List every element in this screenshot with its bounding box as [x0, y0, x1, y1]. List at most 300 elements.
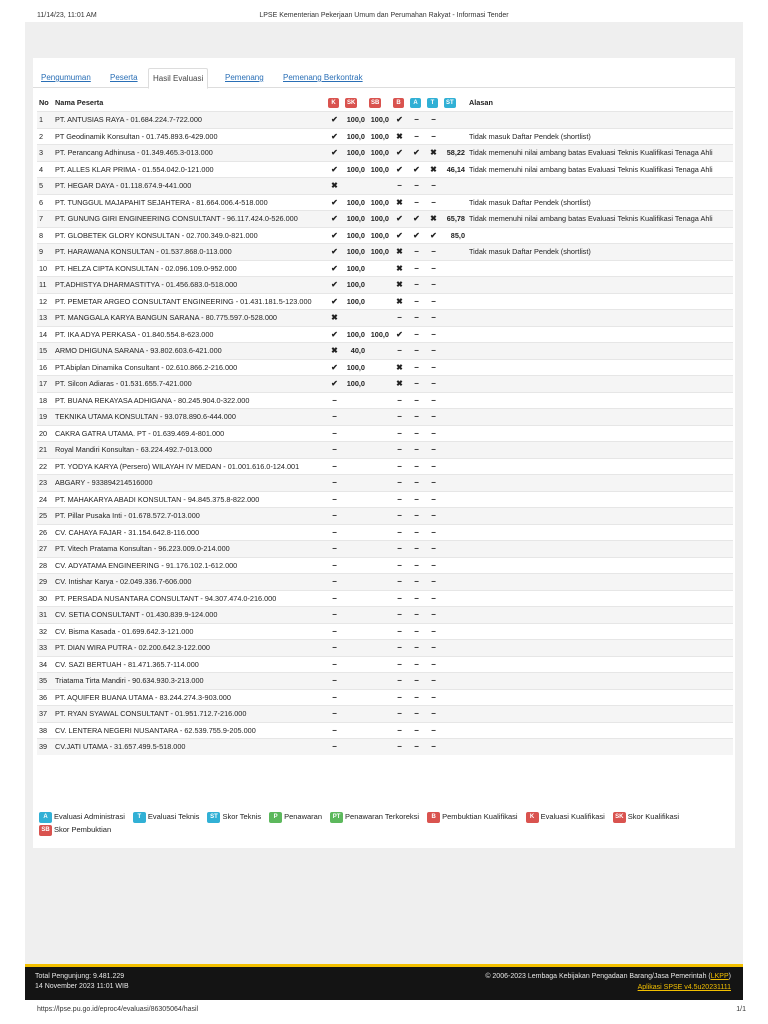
cell-sb [367, 178, 391, 195]
cell-k: ✔ [326, 145, 343, 162]
cell-sk [343, 491, 367, 508]
legend-label: Evaluasi Teknis [147, 812, 200, 821]
cell-t: − [425, 706, 442, 723]
cell-k: ✔ [326, 277, 343, 294]
cell-b: − [391, 491, 408, 508]
legend [39, 810, 733, 836]
cell-no: 7 [37, 211, 53, 228]
cell-no: 32 [37, 623, 53, 640]
cell-b: ✔ [391, 211, 408, 228]
cell-sb [367, 409, 391, 426]
cell-reason [467, 491, 733, 508]
cell-sb [367, 640, 391, 657]
cell-participant-name: PT Geodinamik Konsultan - 01.745.893.6-429.000 [53, 128, 326, 145]
table-row [37, 343, 733, 360]
cell-participant-name: PT. MAHAKARYA ABADI KONSULTAN - 94.845.375.8-822.000 [53, 491, 326, 508]
cell-b: − [391, 475, 408, 492]
cell-st [442, 392, 467, 409]
cell-st: 65,78 [442, 211, 467, 228]
legend-item [133, 810, 200, 823]
cell-participant-name: CV. Intishar Karya - 02.049.336.7-606.000 [53, 574, 326, 591]
cell-b: − [391, 310, 408, 327]
cell-sb [367, 392, 391, 409]
cell-participant-name: PT. PERSADA NUSANTARA CONSULTANT - 94.307.474.0-216.000 [53, 590, 326, 607]
cell-sb [367, 557, 391, 574]
cell-st [442, 343, 467, 360]
cell-sk: 100,0 [343, 277, 367, 294]
cell-st [442, 524, 467, 541]
cell-no: 5 [37, 178, 53, 195]
legend-badge: SK [613, 812, 626, 823]
legend-item [613, 810, 679, 823]
cell-b: ✔ [391, 112, 408, 129]
cell-st [442, 277, 467, 294]
col-header-name: Nama Peserta [55, 97, 104, 107]
badge-st: ST [446, 100, 454, 106]
cell-k: ✖ [326, 310, 343, 327]
col-header-reason: Alasan [469, 97, 493, 107]
cell-t: − [425, 128, 442, 145]
cell-k: − [326, 623, 343, 640]
cell-sk: 100,0 [343, 128, 367, 145]
cell-sk: 100,0 [343, 211, 367, 228]
cell-no: 28 [37, 557, 53, 574]
cell-reason: Tidak masuk Daftar Pendek (shortlist) [467, 194, 733, 211]
cell-sk [343, 475, 367, 492]
table-row [37, 326, 733, 343]
cell-participant-name: PT. TUNGGUL MAJAPAHIT SEJAHTERA - 81.664.006.4-518.000 [53, 194, 326, 211]
lkpp-link[interactable]: LKPP [710, 973, 729, 980]
cell-participant-name: PT. MANGGALA KARYA BANGUN SARANA - 80.775.597.0-528.000 [53, 310, 326, 327]
cell-sk [343, 607, 367, 624]
tab-pemenang[interactable]: Pemenang [225, 73, 264, 82]
table-row [37, 409, 733, 426]
legend-item [427, 810, 517, 823]
cell-st [442, 425, 467, 442]
cell-participant-name: PT.ADHISTYA DHARMASTITYA - 01.456.683.0-518.000 [53, 277, 326, 294]
cell-a: − [408, 442, 425, 459]
cell-sk [343, 656, 367, 673]
cell-b: − [391, 508, 408, 525]
cell-b: ✖ [391, 376, 408, 393]
cell-a: − [408, 359, 425, 376]
cell-st [442, 310, 467, 327]
cell-participant-name: PT. PEMETAR ARGEO CONSULTANT ENGINEERING - 01.431.181.5-123.000 [53, 293, 326, 310]
cell-st [442, 623, 467, 640]
cell-st [442, 475, 467, 492]
cell-sk: 100,0 [343, 145, 367, 162]
table-row [37, 706, 733, 723]
cell-k: − [326, 491, 343, 508]
cell-t: − [425, 541, 442, 558]
copyright [485, 973, 731, 980]
cell-b: − [391, 425, 408, 442]
cell-participant-name: PT. HARAWANA KONSULTAN - 01.537.868.0-113.000 [53, 244, 326, 261]
cell-b: − [391, 343, 408, 360]
cell-reason [467, 260, 733, 277]
cell-participant-name: PT. AQUIFER BUANA UTAMA - 83.244.274.3-903.000 [53, 689, 326, 706]
cell-reason [467, 458, 733, 475]
legend-badge: SB [39, 825, 52, 836]
cell-participant-name: PT. GLOBETEK GLORY KONSULTAN - 02.700.349.0-821.000 [53, 227, 326, 244]
cell-b: − [391, 524, 408, 541]
table-row [37, 640, 733, 657]
cell-st [442, 458, 467, 475]
cell-reason [467, 557, 733, 574]
cell-b: − [391, 640, 408, 657]
table-row [37, 623, 733, 640]
cell-sk: 100,0 [343, 376, 367, 393]
table-row [37, 722, 733, 739]
cell-reason: Tidak masuk Daftar Pendek (shortlist) [467, 244, 733, 261]
cell-k: − [326, 590, 343, 607]
cell-reason: Tidak masuk Daftar Pendek (shortlist) [467, 128, 733, 145]
cell-no: 19 [37, 409, 53, 426]
col-header-k [326, 94, 343, 112]
cell-no: 21 [37, 442, 53, 459]
cell-no: 23 [37, 475, 53, 492]
cell-k: − [326, 442, 343, 459]
cell-participant-name: CV.JATI UTAMA - 31.657.499.5-518.000 [53, 739, 326, 755]
legend-badge: T [133, 812, 146, 823]
cell-reason [467, 343, 733, 360]
cell-st: 58,22 [442, 145, 467, 162]
cell-no: 39 [37, 739, 53, 755]
cell-participant-name: CV. SAZI BERTUAH - 81.471.365.7-114.000 [53, 656, 326, 673]
cell-b: ✖ [391, 359, 408, 376]
legend-label: Penawaran [284, 812, 323, 821]
tab-hasil-evaluasi[interactable]: Hasil Evaluasi [148, 68, 208, 89]
badge-b: B [393, 98, 404, 108]
cell-sb [367, 607, 391, 624]
tab-pengumuman[interactable]: Pengumuman [41, 73, 91, 82]
cell-b: − [391, 706, 408, 723]
cell-sk [343, 722, 367, 739]
cell-b: − [391, 392, 408, 409]
cell-st [442, 442, 467, 459]
cell-a: − [408, 706, 425, 723]
cell-participant-name: PT. Pillar Pusaka Inti - 01.678.572.7-013.000 [53, 508, 326, 525]
cell-sb [367, 722, 391, 739]
table-row [37, 194, 733, 211]
cell-a: − [408, 673, 425, 690]
cell-sb [367, 293, 391, 310]
cell-st [442, 326, 467, 343]
cell-b: − [391, 557, 408, 574]
cell-t: ✖ [425, 145, 442, 162]
table-row [37, 376, 733, 393]
table-row [37, 442, 733, 459]
cell-sb: 100,0 [367, 227, 391, 244]
cell-t: − [425, 739, 442, 755]
cell-t: − [425, 557, 442, 574]
cell-reason: Tidak memenuhi nilai ambang batas Evaluasi Teknis Kualifikasi Tenaga Ahli [467, 161, 733, 178]
cell-k: ✔ [326, 128, 343, 145]
cell-st [442, 706, 467, 723]
cell-b: ✖ [391, 194, 408, 211]
tender-tabs [33, 62, 735, 88]
cell-sb [367, 491, 391, 508]
cell-no: 26 [37, 524, 53, 541]
cell-b: − [391, 442, 408, 459]
cell-t: − [425, 722, 442, 739]
cell-sb [367, 508, 391, 525]
cell-st [442, 689, 467, 706]
app-version [638, 984, 731, 991]
cell-sb [367, 623, 391, 640]
print-title: LPSE Kementerian Pekerjaan Umum dan Perumahan Rakyat - Informasi Tender [259, 12, 509, 19]
cell-b: − [391, 178, 408, 195]
cell-reason [467, 607, 733, 624]
cell-participant-name: PT.Abiplan Dinamika Consultant - 02.610.866.2-216.000 [53, 359, 326, 376]
cell-reason [467, 689, 733, 706]
table-body [37, 112, 733, 755]
cell-st [442, 656, 467, 673]
cell-k: − [326, 524, 343, 541]
table-row [37, 392, 733, 409]
cell-k: − [326, 425, 343, 442]
cell-k: − [326, 673, 343, 690]
cell-k: ✔ [326, 376, 343, 393]
cell-participant-name: CV. LENTERA NEGERI NUSANTARA - 62.539.755.9-205.000 [53, 722, 326, 739]
cell-sk [343, 458, 367, 475]
cell-t: − [425, 178, 442, 195]
cell-participant-name: CV. Bisma Kasada - 01.699.642.3-121.000 [53, 623, 326, 640]
cell-no: 10 [37, 260, 53, 277]
cell-sb [367, 277, 391, 294]
cell-a: ✔ [408, 211, 425, 228]
cell-no: 29 [37, 574, 53, 591]
cell-sk [343, 310, 367, 327]
cell-a: − [408, 541, 425, 558]
cell-b: − [391, 607, 408, 624]
cell-b: ✔ [391, 326, 408, 343]
cell-t: − [425, 425, 442, 442]
cell-b: − [391, 722, 408, 739]
cell-participant-name: PT. DIAN WIRA PUTRA - 02.200.642.3-122.000 [53, 640, 326, 657]
tab-peserta[interactable]: Peserta [110, 73, 138, 82]
cell-a: − [408, 277, 425, 294]
col-header-b [391, 94, 408, 112]
cell-a: − [408, 491, 425, 508]
cell-t: − [425, 244, 442, 261]
cell-no: 25 [37, 508, 53, 525]
cell-b: − [391, 656, 408, 673]
cell-reason: Tidak memenuhi nilai ambang batas Evaluasi Teknis Kualifikasi Tenaga Ahli [467, 211, 733, 228]
cell-a: ✔ [408, 227, 425, 244]
cell-sk [343, 673, 367, 690]
cell-reason [467, 706, 733, 723]
cell-a: − [408, 409, 425, 426]
legend-label: Pembuktian Kualifikasi [442, 812, 518, 821]
cell-k: ✔ [326, 326, 343, 343]
cell-st [442, 722, 467, 739]
table-row [37, 524, 733, 541]
cell-participant-name: CV. CAHAYA FAJAR - 31.154.642.8-116.000 [53, 524, 326, 541]
cell-t: − [425, 359, 442, 376]
evaluation-results-table [37, 94, 733, 755]
cell-participant-name: TEKNIKA UTAMA KONSULTAN - 93.078.890.6-444.000 [53, 409, 326, 426]
cell-st [442, 409, 467, 426]
cell-no: 38 [37, 722, 53, 739]
table-row [37, 673, 733, 690]
cell-k: ✔ [326, 359, 343, 376]
cell-b: ✖ [391, 128, 408, 145]
cell-st: 46,14 [442, 161, 467, 178]
cell-no: 1 [37, 112, 53, 129]
cell-t: − [425, 689, 442, 706]
table-row [37, 425, 733, 442]
cell-st [442, 260, 467, 277]
cell-sk [343, 640, 367, 657]
legend-badge: K [526, 812, 539, 823]
cell-reason [467, 524, 733, 541]
cell-no: 11 [37, 277, 53, 294]
cell-st [442, 112, 467, 129]
cell-st [442, 557, 467, 574]
legend-badge: PT [330, 812, 343, 823]
cell-k: ✔ [326, 260, 343, 277]
cell-sk [343, 557, 367, 574]
cell-sb [367, 359, 391, 376]
cell-no: 18 [37, 392, 53, 409]
cell-b: ✔ [391, 227, 408, 244]
print-page-number: 1/1 [736, 1006, 746, 1013]
cell-k: ✔ [326, 211, 343, 228]
cell-no: 37 [37, 706, 53, 723]
cell-t: − [425, 343, 442, 360]
cell-b: ✖ [391, 277, 408, 294]
legend-label: Evaluasi Kualifikasi [540, 812, 605, 821]
cell-sb: 100,0 [367, 326, 391, 343]
cell-no: 6 [37, 194, 53, 211]
cell-reason: Tidak memenuhi nilai ambang batas Evaluasi Teknis Kualifikasi Tenaga Ahli [467, 145, 733, 162]
cell-t: − [425, 326, 442, 343]
cell-k: ✖ [326, 343, 343, 360]
cell-b: − [391, 574, 408, 591]
col-header-t [425, 94, 442, 112]
cell-reason [467, 656, 733, 673]
cell-sb [367, 442, 391, 459]
cell-a: − [408, 244, 425, 261]
cell-k: − [326, 458, 343, 475]
table-row [37, 656, 733, 673]
table-row [37, 227, 733, 244]
cell-a: − [408, 739, 425, 755]
cell-sb [367, 343, 391, 360]
cell-sk: 100,0 [343, 244, 367, 261]
cell-sk [343, 541, 367, 558]
cell-b: − [391, 689, 408, 706]
table-row [37, 458, 733, 475]
col-header-st [442, 94, 467, 112]
cell-sk [343, 623, 367, 640]
table-row [37, 310, 733, 327]
cell-no: 4 [37, 161, 53, 178]
site-footer [25, 964, 743, 1000]
cell-sb [367, 524, 391, 541]
badge-sk: SK [347, 100, 356, 106]
cell-no: 34 [37, 656, 53, 673]
cell-t: − [425, 508, 442, 525]
table-row [37, 491, 733, 508]
cell-participant-name: ABGARY - 933894214516000 [53, 475, 326, 492]
app-version-link[interactable]: Aplikasi SPSE v4.5u20231111 [637, 984, 731, 991]
legend-item [39, 810, 125, 823]
table-row [37, 145, 733, 162]
cell-k: − [326, 475, 343, 492]
cell-st [442, 640, 467, 657]
cell-a: − [408, 475, 425, 492]
table-row [37, 359, 733, 376]
badge-sb: SB [371, 100, 380, 106]
cell-b: − [391, 739, 408, 755]
print-datetime: 11/14/23, 11:01 AM [37, 12, 97, 19]
cell-k: − [326, 392, 343, 409]
table-row [37, 244, 733, 261]
cell-participant-name: CV. SETIA CONSULTANT - 01.430.839.9-124.000 [53, 607, 326, 624]
cell-t: − [425, 277, 442, 294]
cell-st [442, 541, 467, 558]
cell-sk [343, 590, 367, 607]
cell-reason [467, 541, 733, 558]
cell-k: − [326, 541, 343, 558]
cell-st [442, 574, 467, 591]
cell-a: − [408, 260, 425, 277]
col-header-sk [343, 94, 367, 112]
cell-k: − [326, 557, 343, 574]
cell-st [442, 128, 467, 145]
legend-label: Skor Kualifikasi [627, 812, 680, 821]
cell-st [442, 673, 467, 690]
cell-a: − [408, 343, 425, 360]
cell-a: − [408, 112, 425, 129]
cell-sb [367, 673, 391, 690]
cell-b: − [391, 623, 408, 640]
col-header-sb [367, 94, 391, 112]
evaluation-panel [33, 58, 735, 848]
cell-no: 3 [37, 145, 53, 162]
cell-reason [467, 277, 733, 294]
cell-no: 33 [37, 640, 53, 657]
tab-pemenang-berkontrak[interactable]: Pemenang Berkontrak [283, 73, 363, 82]
table-row [37, 689, 733, 706]
cell-reason [467, 359, 733, 376]
cell-reason [467, 409, 733, 426]
cell-t: − [425, 524, 442, 541]
cell-t: − [425, 607, 442, 624]
table-row [37, 557, 733, 574]
legend-badge: P [269, 812, 282, 823]
cell-k: − [326, 656, 343, 673]
cell-participant-name: PT. GUNUNG GIRI ENGINEERING CONSULTANT - 96.117.424.0-526.000 [53, 211, 326, 228]
cell-b: − [391, 673, 408, 690]
cell-no: 36 [37, 689, 53, 706]
cell-a: − [408, 293, 425, 310]
cell-t: − [425, 656, 442, 673]
badge-a: A [410, 98, 421, 108]
cell-sk [343, 409, 367, 426]
cell-no: 13 [37, 310, 53, 327]
cell-sb [367, 475, 391, 492]
cell-reason [467, 574, 733, 591]
cell-participant-name: CV. ADYATAMA ENGINEERING - 91.176.102.1-612.000 [53, 557, 326, 574]
cell-participant-name: PT. Perancang Adhinusa - 01.349.465.3-013.000 [53, 145, 326, 162]
cell-a: − [408, 508, 425, 525]
cell-sb [367, 425, 391, 442]
cell-st [442, 293, 467, 310]
cell-t: − [425, 112, 442, 129]
